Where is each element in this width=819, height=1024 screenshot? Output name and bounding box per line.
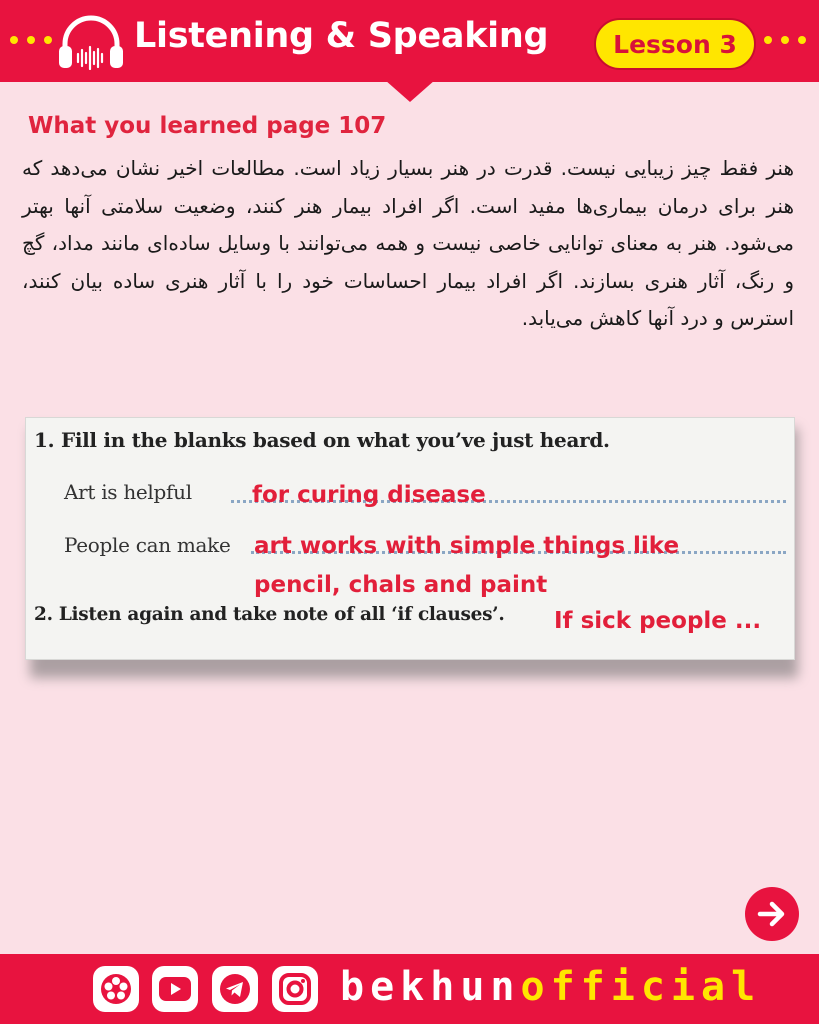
brand-name bbox=[340, 964, 761, 1010]
film-reel-icon[interactable] bbox=[93, 966, 139, 1012]
footer-bar bbox=[0, 954, 819, 1024]
instagram-icon[interactable] bbox=[272, 966, 318, 1012]
page-title: Listening & Speaking bbox=[134, 16, 549, 56]
textbook-exercise-card bbox=[25, 417, 795, 660]
question-2-answer: If sick people ... bbox=[554, 608, 762, 634]
item-1-answer: for curing disease bbox=[252, 482, 486, 508]
telegram-icon[interactable] bbox=[212, 966, 258, 1012]
header-notch bbox=[385, 80, 435, 102]
arrow-right-icon bbox=[755, 897, 789, 931]
decorative-dots-left bbox=[10, 36, 52, 44]
lesson-badge: Lesson 3 bbox=[594, 18, 756, 70]
next-page-button[interactable] bbox=[745, 887, 799, 941]
question-1: 1. Fill in the blanks based on what you’ve just heard. bbox=[34, 428, 610, 452]
headphones-icon bbox=[57, 14, 125, 70]
decorative-dots-right bbox=[764, 36, 806, 44]
item-2-answer-line-1: art works with simple things like bbox=[254, 533, 680, 559]
brand-part-1: bekhun bbox=[340, 964, 521, 1010]
header-bar bbox=[0, 0, 819, 82]
item-2-answer-line-2: pencil, chals and paint bbox=[254, 572, 548, 598]
brand-part-2: official bbox=[520, 964, 762, 1010]
item-2-prompt: People can make bbox=[64, 533, 231, 557]
persian-paragraph: هنر فقط چیز زیبایی نیست. قدرت در هنر بسیار زیاد است. مطالعات اخیر نشان می‌دهد که هنر برای درمان بیماری‌ها مفید است. اگر افراد بیمار هنر کنند، وضعیت سلامتی آنها بهتر می‌شود. هنر به معنای توانایی خاصی نیست و همه می‌توانند با وسایل ساده‌ای مانند مداد، گچ و رنگ، آثار هنری بسازند. اگر افراد بیمار احساسات خود را با آثار هنری ساده بیان کنند، استرس و درد آنها کاهش می‌یابد. bbox=[22, 156, 794, 330]
item-1-prompt: Art is helpful bbox=[64, 480, 192, 504]
section-subtitle: What you learned page 107 bbox=[28, 113, 387, 139]
youtube-icon[interactable] bbox=[152, 966, 198, 1012]
question-2: 2. Listen again and take note of all ‘if clauses’. bbox=[34, 604, 505, 625]
